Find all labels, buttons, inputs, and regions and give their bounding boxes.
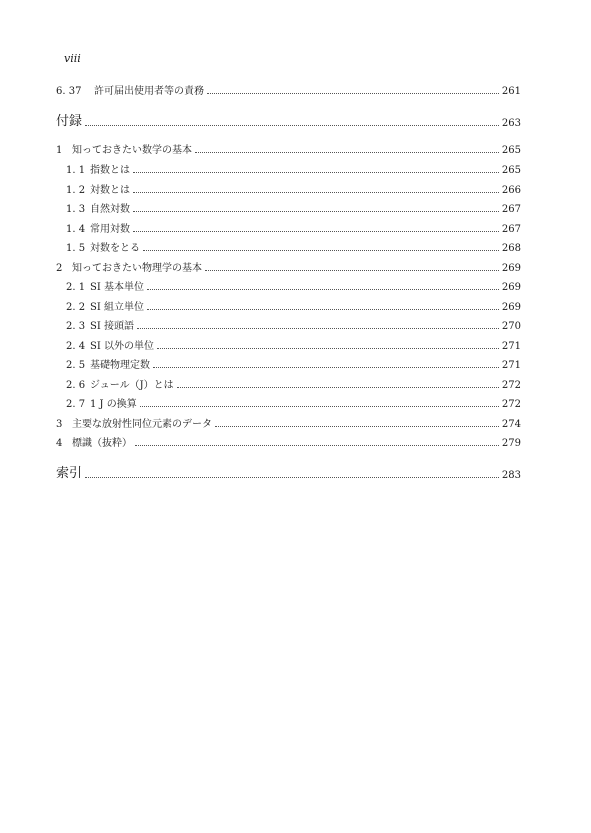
toc-entry[interactable]	[56, 259, 521, 274]
section-title: 知っておきたい数学の基本	[72, 145, 192, 156]
section-number: 2. 2	[66, 302, 86, 313]
section-title: ジュール（J）とは	[90, 380, 174, 391]
page-ref: 261	[501, 86, 521, 97]
leader-dots	[153, 367, 499, 368]
section-title: 知っておきたい物理学の基本	[72, 263, 202, 274]
section-title: 対数をとる	[90, 243, 140, 254]
toc-entry[interactable]	[66, 298, 521, 313]
toc-entry[interactable]	[66, 356, 521, 371]
page-ref: 272	[501, 399, 521, 410]
toc-entry[interactable]	[66, 220, 521, 235]
section-number: 2. 5	[66, 360, 86, 371]
leader-dots	[177, 387, 499, 388]
page-ref: 271	[501, 360, 521, 371]
section-title: SI 以外の単位	[90, 341, 154, 352]
leader-dots	[143, 250, 499, 251]
section-number: 2. 1	[66, 282, 86, 293]
section-number: 6. 37	[56, 86, 82, 97]
toc-entry[interactable]	[66, 395, 521, 410]
section-number: 2. 6	[66, 380, 86, 391]
toc-entry[interactable]	[56, 434, 521, 449]
page-ref: 268	[501, 243, 521, 254]
section-number: 2	[56, 263, 63, 274]
toc-entry[interactable]	[66, 337, 521, 352]
leader-dots	[205, 270, 499, 271]
leader-dots	[133, 172, 499, 173]
section-number: 1. 4	[66, 224, 86, 235]
page-ref: 283	[501, 470, 521, 481]
leader-dots	[147, 309, 499, 310]
section-title: 許可届出使用者等の責務	[94, 86, 204, 97]
toc-entry[interactable]	[66, 161, 521, 176]
section-number: 3	[56, 419, 63, 430]
section-title: 自然対数	[90, 204, 130, 215]
page-ref: 271	[501, 341, 521, 352]
page-ref: 272	[501, 380, 521, 391]
leader-dots	[85, 477, 499, 478]
toc-entry[interactable]	[66, 200, 521, 215]
section-number: 2. 7	[66, 399, 86, 410]
section-title: SI 接頭語	[90, 321, 134, 332]
section-title: SI 組立単位	[90, 302, 144, 313]
page-ref: 266	[501, 185, 521, 196]
section-number: 1	[56, 145, 63, 156]
toc-entry[interactable]	[66, 239, 521, 254]
toc-entry[interactable]	[56, 141, 521, 156]
leader-dots	[135, 445, 499, 446]
section-number: 1. 5	[66, 243, 86, 254]
section-number: 4	[56, 438, 63, 449]
page-ref: 265	[501, 145, 521, 156]
leader-dots	[133, 192, 499, 193]
section-title: 対数とは	[90, 185, 130, 196]
toc-entry[interactable]	[66, 317, 521, 332]
toc-entry[interactable]	[66, 278, 521, 293]
leader-dots	[215, 426, 499, 427]
page-ref: 265	[501, 165, 521, 176]
leader-dots	[137, 328, 499, 329]
page-ref: 269	[501, 282, 521, 293]
chapter-title: 索引	[56, 466, 83, 481]
toc-entry[interactable]	[56, 82, 521, 97]
section-title: 1 J の換算	[90, 399, 137, 410]
section-title: SI 基本単位	[90, 282, 144, 293]
section-number: 1. 3	[66, 204, 86, 215]
page-ref: 270	[501, 321, 521, 332]
page-number: viii	[64, 52, 81, 65]
leader-dots	[147, 289, 499, 290]
toc-entry[interactable]	[66, 376, 521, 391]
section-number: 2. 3	[66, 321, 86, 332]
toc-entry[interactable]	[56, 415, 521, 430]
leader-dots	[157, 348, 499, 349]
chapter-title: 付録	[56, 114, 83, 129]
section-title: 主要な放射性同位元素のデータ	[72, 419, 212, 430]
section-title: 基礎物理定数	[90, 360, 150, 371]
leader-dots	[133, 231, 499, 232]
page-ref: 279	[501, 438, 521, 449]
page-ref: 267	[501, 224, 521, 235]
toc-chapter[interactable]	[56, 110, 521, 129]
section-title: 標識（抜粋）	[72, 438, 132, 449]
section-number: 2. 4	[66, 341, 86, 352]
leader-dots	[140, 406, 499, 407]
section-number: 1. 1	[66, 165, 86, 176]
leader-dots	[207, 93, 499, 94]
page-ref: 269	[501, 263, 521, 274]
section-number: 1. 2	[66, 185, 86, 196]
page-ref: 269	[501, 302, 521, 313]
page-ref: 267	[501, 204, 521, 215]
section-title: 常用対数	[90, 224, 130, 235]
page-ref: 263	[501, 118, 521, 129]
toc-chapter[interactable]	[56, 462, 521, 481]
toc-entry[interactable]	[66, 181, 521, 196]
leader-dots	[133, 211, 499, 212]
leader-dots	[85, 125, 499, 126]
section-title: 指数とは	[90, 165, 130, 176]
page-ref: 274	[501, 419, 521, 430]
leader-dots	[195, 152, 499, 153]
